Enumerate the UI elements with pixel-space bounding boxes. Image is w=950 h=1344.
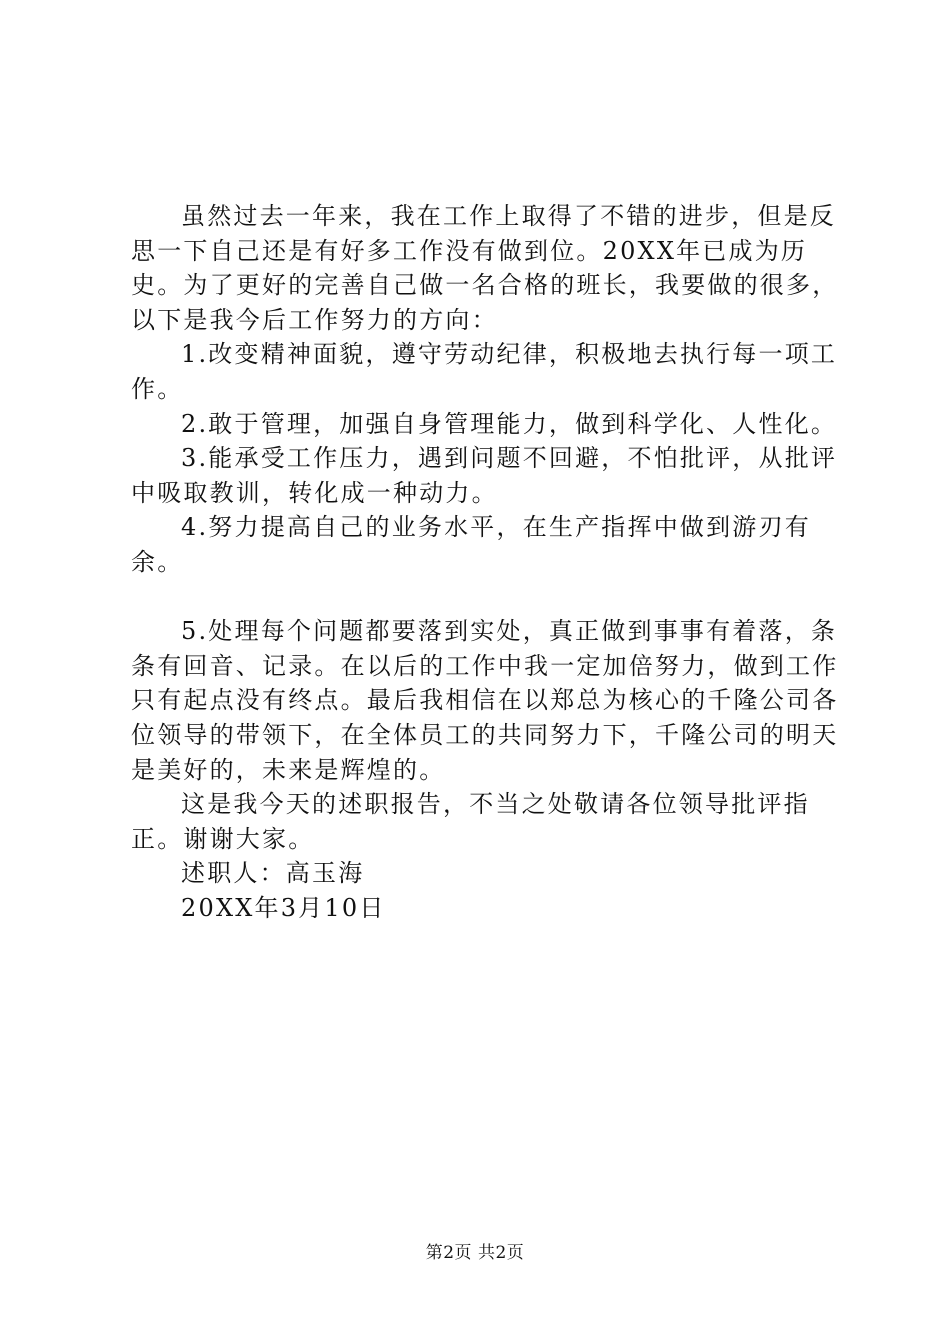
signature-line: 述职人：高玉海 xyxy=(181,859,365,888)
intro-paragraph: 虽然过去一年来，我在工作上取得了不错的进步，但是反思一下自己还是有好多工作没有做到位。20XX年已成为历史。为了更好的完善自己做一名合格的班长，我要做的很多，以下是我今后工作努力的方向： xyxy=(131,202,839,334)
page-number-footer: 第2页 共2页 xyxy=(425,1243,525,1263)
item-1-paragraph: 1.改变精神面貌，遵守劳动纪律，积极地去执行每一项工作。 xyxy=(131,340,838,403)
item-5-paragraph: 5.处理每个问题都要落到实处，真正做到事事有着落，条条有回音、记录。在以后的工作中我一定加倍努力，做到工作只有起点没有终点。最后我相信在以郑总为核心的千隆公司各位领导的带领下，在全体员工的共同努力下，千隆公司的明天是美好的，未来是辉煌的。 xyxy=(131,617,839,784)
item-3-paragraph: 3.能承受工作压力，遇到问题不回避，不怕批评，从批评中吸取教训，转化成一种动力。 xyxy=(131,444,838,507)
item-2-paragraph: 2.敢于管理，加强自身管理能力，做到科学化、人性化。 xyxy=(181,409,838,438)
date-line: 20XX年3月10日 xyxy=(181,893,386,922)
closing-paragraph: 这是我今天的述职报告，不当之处敬请各位领导批评指正。谢谢大家。 xyxy=(131,790,810,853)
document-body xyxy=(131,199,851,925)
item-4-paragraph: 4.努力提高自己的业务水平，在生产指挥中做到游刃有余。 xyxy=(131,513,811,576)
